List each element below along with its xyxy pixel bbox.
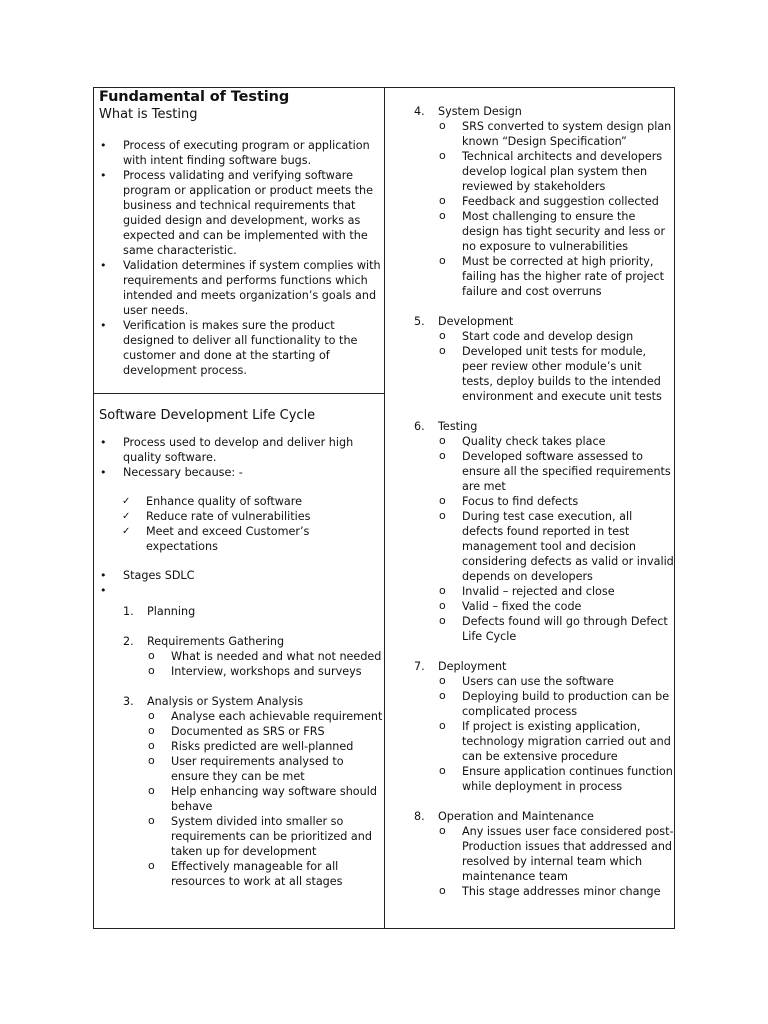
testing-bullet-list (99, 138, 383, 378)
sub-item: o Ensure application continues function while deployment in process (439, 764, 674, 794)
document-page (93, 87, 675, 929)
stage-item: 1. Planning (123, 605, 196, 618)
sub-item: o This stage addresses minor change (439, 884, 674, 899)
stage-sublist (438, 674, 674, 794)
list-item: • Verification is makes sure the product designed to deliver all functionality to the customer and done at the starting of development process. (99, 318, 383, 378)
stages-bullet-list (99, 568, 383, 598)
sub-item: o Feedback and suggestion collected (439, 194, 674, 209)
stages-list-right (390, 104, 674, 899)
stage-sublist (438, 824, 674, 899)
stage-sublist (438, 119, 674, 299)
page-title: Fundamental of Testing (99, 89, 290, 105)
sub-item: o Quality check takes place (439, 434, 674, 449)
sub-item: o Valid – fixed the code (439, 599, 674, 614)
stages-right-section (390, 104, 674, 899)
sub-item: o System divided into smaller so requirements can be prioritized and taken up for development (148, 814, 383, 859)
stage-sublist (147, 709, 383, 889)
sub-item: o Start code and develop design (439, 329, 674, 344)
sub-item: o Risks predicted are well-planned (148, 739, 383, 754)
sub-item: o Help enhancing way software should behave (148, 784, 383, 814)
stage-sublist (438, 329, 674, 404)
sub-item: o Users can use the software (439, 674, 674, 689)
stage-item: 2. Requirements Gathering o What is needed and what not needed o Interview, workshops and surveys (123, 634, 383, 679)
fundamentals-section (99, 88, 383, 378)
sub-item: o Documented as SRS or FRS (148, 724, 383, 739)
sub-item: o Interview, workshops and surveys (148, 664, 383, 679)
check-item: ✓ Meet and exceed Customer’s expectations (122, 524, 383, 554)
column-divider (384, 88, 385, 928)
sub-item: o Developed unit tests for module, peer review other module’s unit tests, deploy builds to the intended environment and execute unit tests (439, 344, 674, 404)
list-item: • Stages SDLC (99, 568, 383, 583)
sub-item: o Analyse each achievable requirement (148, 709, 383, 724)
list-item: • Process used to develop and deliver high quality software. (99, 435, 383, 465)
sub-item: o Technical architects and developers develop logical plan system then reviewed by stakeholders (439, 149, 674, 194)
stage-item: 5. Development o Start code and develop design o Developed unit tests for module, peer review other module’s unit tests, deploy builds to the intended environment and execute unit tests (414, 314, 674, 404)
list-item: • Process validating and verifying software program or application or product meets the business and technical requirements that guided design and development, works as expected and can be implemented with the same characteristic. (99, 168, 383, 258)
stages-list-left (99, 604, 383, 889)
sub-item: o Developed software assessed to ensure all the specified requirements are met (439, 449, 674, 494)
stage-item: 6. Testing o Quality check takes place o Developed software assessed to ensure all the specified requirements are met o Focus to find defects o During test case execution, all defects found reported in test management tool and decision considering defects as valid or invalid depends on developers o Invalid – rejected and close o Valid – fixed the code o Defects found will go through Defect Life Cycle (414, 419, 674, 644)
sdlc-bullet-list (99, 435, 383, 480)
check-item: ✓ Enhance quality of software (122, 494, 383, 509)
sub-item: o Invalid – rejected and close (439, 584, 674, 599)
sub-item: o Effectively manageable for all resources to work at all stages (148, 859, 383, 889)
sub-item: o Focus to find defects (439, 494, 674, 509)
sub-item: o User requirements analysed to ensure they can be met (148, 754, 383, 784)
stage-item: 8. Operation and Maintenance o Any issues user face considered post-Production issues that addressed and resolved by internal team which maintenance team o This stage addresses minor change (414, 809, 674, 899)
sdlc-section (99, 394, 383, 889)
section-subtitle: Software Development Life Cycle (99, 408, 316, 423)
stage-item: 7. Deployment o Users can use the software o Deploying build to production can be complicated process o If project is existing application, technology migration carried out and can be extensive procedure o Ensure application continues function while deployment in process (414, 659, 674, 794)
sub-item: o Most challenging to ensure the design has tight security and less or no exposure to vulnerabilities (439, 209, 674, 254)
list-item-empty (99, 583, 383, 598)
sub-item: o SRS converted to system design plan known “Design Specification” (439, 119, 674, 149)
sub-item: o Must be corrected at high priority, failing has the higher rate of project failure and cost overruns (439, 254, 674, 299)
sub-item: o What is needed and what not needed (148, 649, 383, 664)
stage-sublist (147, 649, 383, 679)
sub-item: o Any issues user face considered post-Production issues that addressed and resolved by internal team which maintenance team (439, 824, 674, 884)
stage-item: 3. Analysis or System Analysis o Analyse each achievable requirement o Documented as SRS or FRS o Risks predicted are well-planned o User requirements analysed to ensure they can be met o Help enhancing way software should behave o System divided into smaller so requirements can be prioritized and taken up for development o Effectively manageable for all resources to work at all stages (123, 694, 383, 889)
list-item: • Process of executing program or application with intent finding software bugs. (99, 138, 383, 168)
stage-sublist (438, 434, 674, 644)
list-item: • Necessary because: - (99, 465, 383, 480)
benefit-check-list (99, 494, 383, 554)
sub-item: o If project is existing application, technology migration carried out and can be extensive procedure (439, 719, 674, 764)
list-item: • Validation determines if system complies with requirements and performs functions which intended and meets organization’s goals and user needs. (99, 258, 383, 318)
section-subtitle: What is Testing (99, 107, 198, 122)
check-item: ✓ Reduce rate of vulnerabilities (122, 509, 383, 524)
sub-item: o Defects found will go through Defect Life Cycle (439, 614, 674, 644)
stage-item: 4. System Design o SRS converted to system design plan known “Design Specification” o Technical architects and developers develop logical plan system then reviewed by stakeholders o Feedback and suggestion collected o Most challenging to ensure the design has tight security and less or no exposure to vulnerabilities o Must be corrected at high priority, failing has the higher rate of project failure and cost overruns (414, 104, 674, 299)
sub-item: o During test case execution, all defects found reported in test management tool and decision considering defects as valid or invalid depends on developers (439, 509, 674, 584)
sub-item: o Deploying build to production can be complicated process (439, 689, 674, 719)
